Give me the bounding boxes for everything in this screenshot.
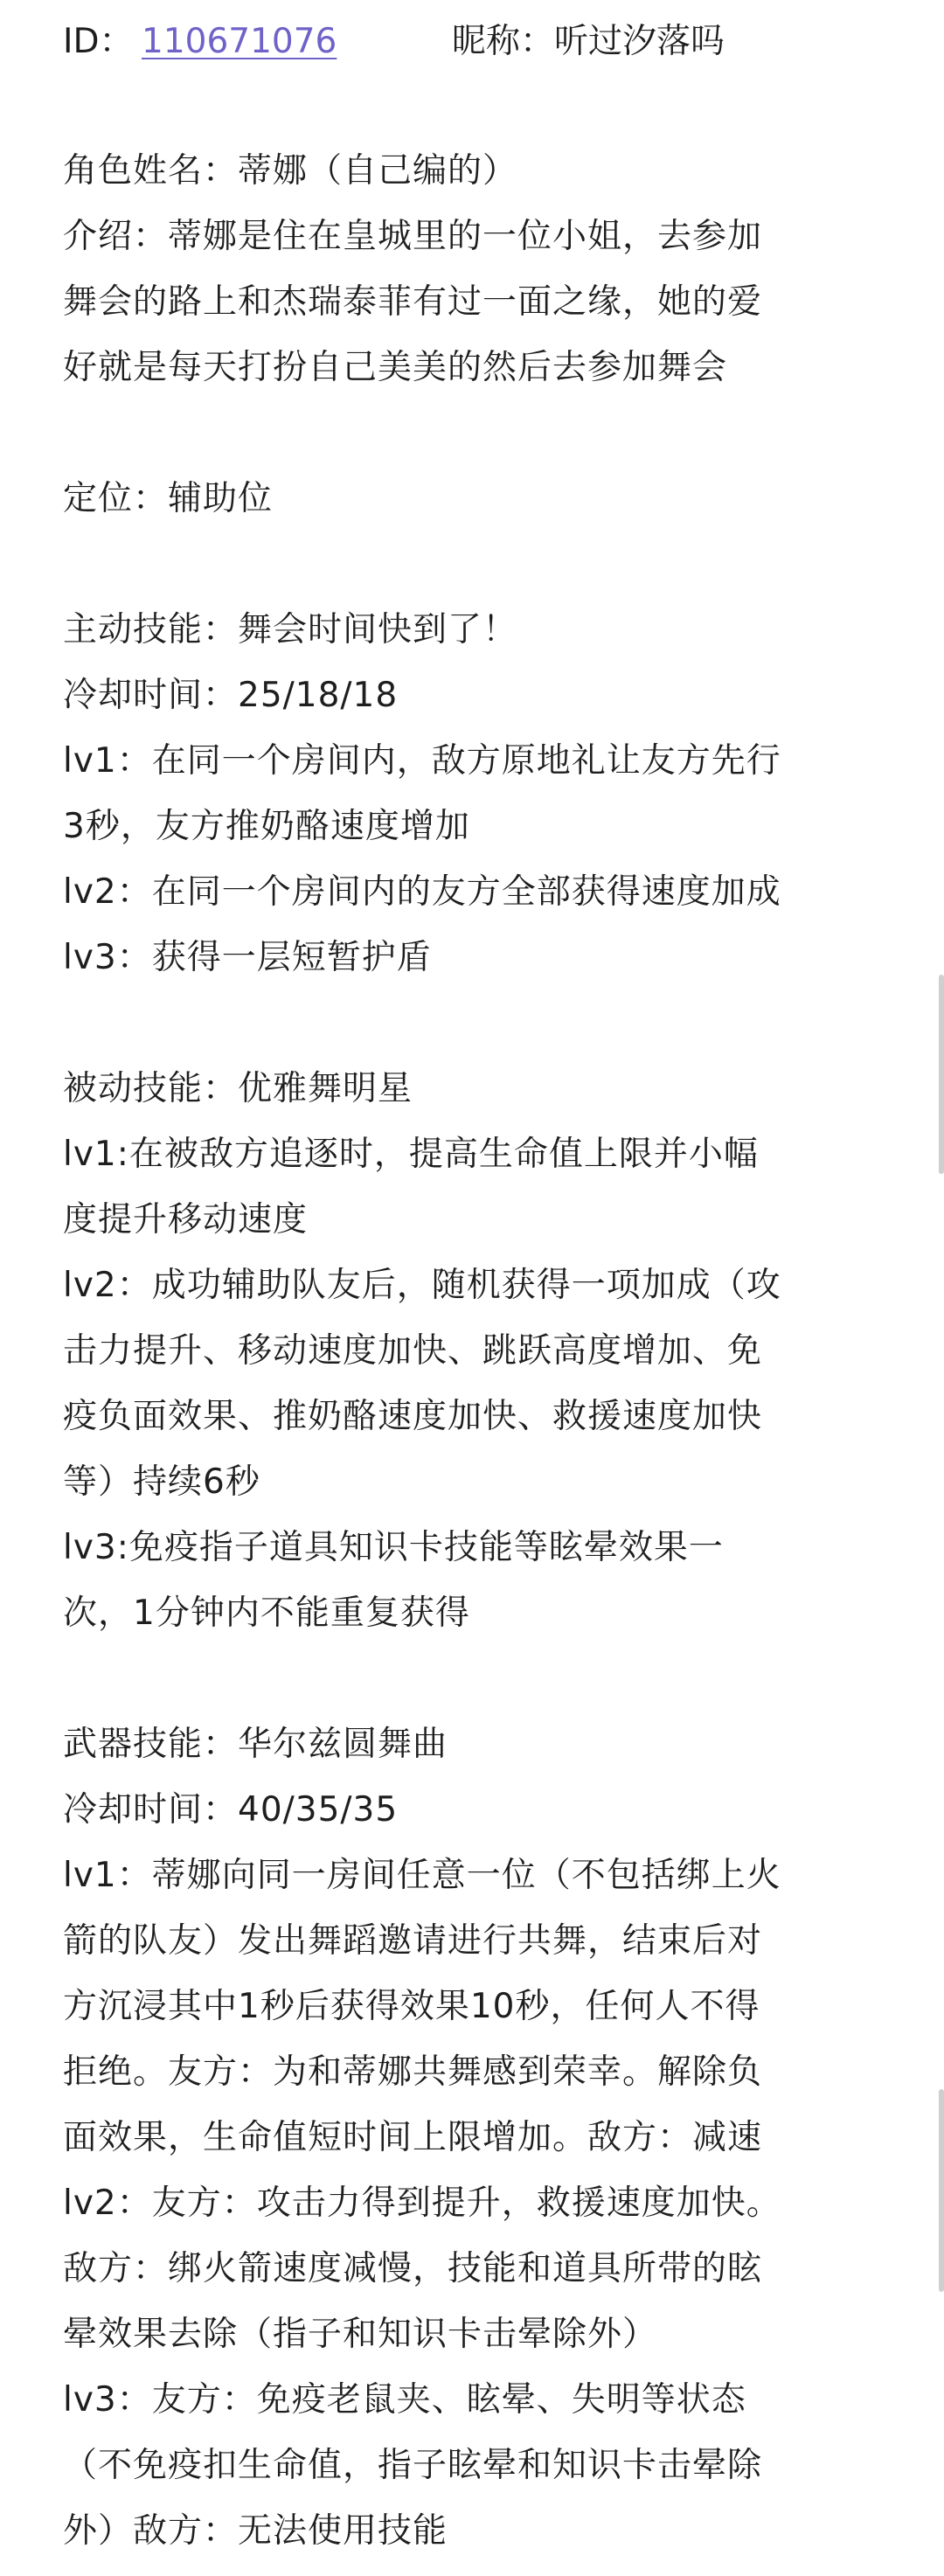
text-line: lv1:在被敌方追逐时，提高生命值上限并小幅	[63, 1135, 759, 1174]
text-line: 好就是每天打扮自己美美的然后去参加舞会	[63, 348, 728, 387]
text-line: 次，1分钟内不能重复获得	[63, 1594, 470, 1633]
scrollbar-thumb[interactable]	[939, 975, 944, 1174]
blank-line	[63, 990, 893, 1056]
text-line: 介绍：蒂娜是住在皇城里的一位小姐，去参加	[63, 217, 763, 256]
text-line: 定位：辅助位	[63, 479, 274, 518]
character-description	[63, 138, 893, 2564]
text-line: 角色姓名：蒂娜（自己编的）	[63, 151, 518, 191]
text-line: lv3:免疫指子道具知识卡技能等眩晕效果一	[63, 1528, 724, 1567]
text-line: 等）持续6秒	[63, 1462, 260, 1502]
text-line: 3秒，友方推奶酪速度增加	[63, 807, 470, 846]
text-line: 武器技能：华尔兹圆舞曲	[63, 1725, 448, 1764]
text-line: 晕效果去除（指子和知识卡击晕除外）	[63, 2315, 658, 2354]
text-line: lv3：友方：免疫老鼠夹、眩晕、失明等状态	[63, 2380, 746, 2420]
text-line: 舞会的路上和杰瑞泰菲有过一面之缘，她的爱	[63, 282, 763, 322]
blank-line	[63, 1646, 893, 1712]
text-line: 面效果，生命值短时间上限增加。敌方：减速	[63, 2118, 763, 2157]
scrollbar-thumb[interactable]	[939, 2089, 944, 2292]
text-line: 冷却时间：40/35/35	[63, 1790, 399, 1830]
text-line: 疫负面效果、推奶酪速度加快、救援速度加快	[63, 1397, 763, 1436]
text-line: lv3：获得一层短暂护盾	[63, 938, 432, 977]
text-line: lv2：在同一个房间内的友方全部获得速度加成	[63, 872, 781, 912]
blank-line	[63, 531, 893, 597]
text-line: 箭的队友）发出舞蹈邀请进行共舞，结束后对	[63, 1921, 763, 1961]
text-line: 度提升移动速度	[63, 1200, 309, 1239]
id-link[interactable]: 110671076	[142, 22, 337, 61]
header	[63, 12, 902, 72]
text-line: 敌方：绑火箭速度减慢，技能和道具所带的眩	[63, 2249, 763, 2288]
id-label: ID：	[63, 22, 134, 61]
text-line: lv2：友方：攻击力得到提升，救援速度加快。	[63, 2184, 781, 2223]
text-line: （不免疫扣生命值，指子眩晕和知识卡击晕除	[63, 2446, 763, 2485]
text-line: lv1：蒂娜向同一房间任意一位（不包括绑上火	[63, 1856, 781, 1895]
text-line: 主动技能：舞会时间快到了！	[63, 610, 518, 649]
nickname: 昵称：听过汐落吗	[452, 22, 725, 61]
text-line: 被动技能：优雅舞明星	[63, 1069, 413, 1108]
text-line: 击力提升、移动速度加快、跳跃高度增加、免	[63, 1331, 763, 1371]
text-line: 方沉浸其中1秒后获得效果10秒，任何人不得	[63, 1987, 760, 2026]
text-line: lv1：在同一个房间内，敌方原地礼让友方先行	[63, 741, 781, 781]
text-line: 冷却时间：25/18/18	[63, 676, 399, 715]
text-line: 拒绝。友方：为和蒂娜共舞感到荣幸。解除负	[63, 2052, 763, 2092]
text-line: lv2：成功辅助队友后，随机获得一项加成（攻	[63, 1266, 781, 1305]
text-line: 外）敌方：无法使用技能	[63, 2511, 448, 2551]
blank-line	[63, 400, 893, 466]
